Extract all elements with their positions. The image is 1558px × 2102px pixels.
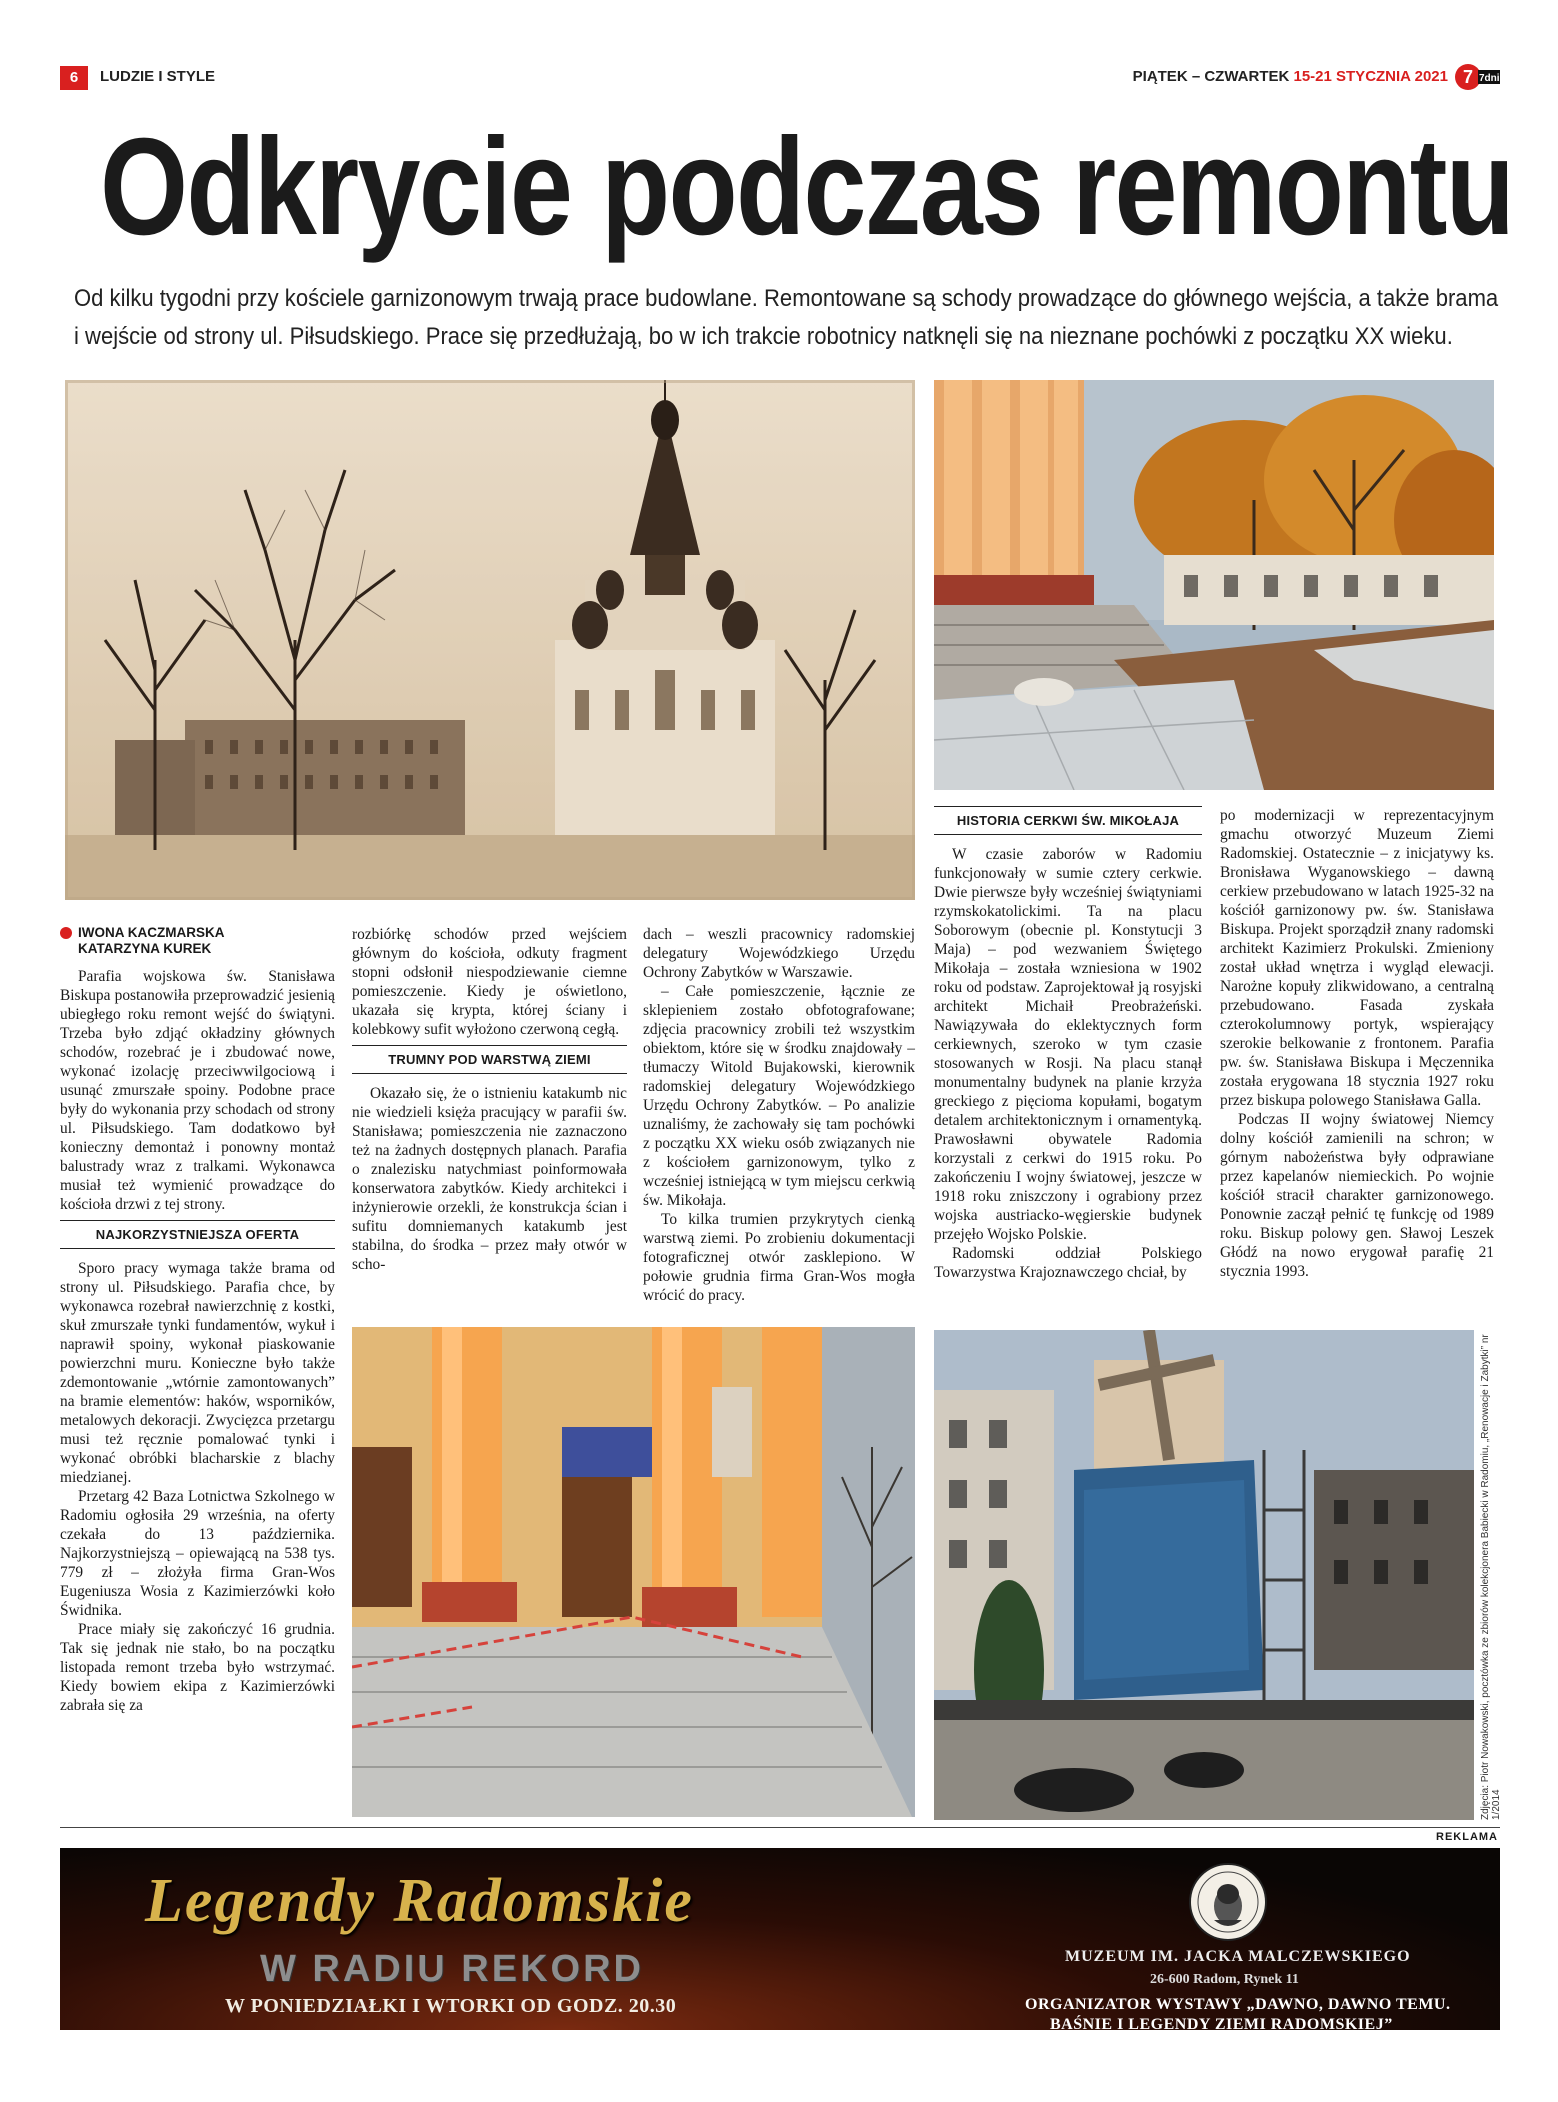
author-2: KATARZYNA KUREK bbox=[78, 941, 212, 956]
byline bbox=[60, 925, 335, 957]
photo-credit: Zdjęcia: Piotr Nowakowski, pocztówka ze zbiorów kolekcjonera Babiecki w Radomiu, „Renowacje i Zabytki” nr 1/2014 bbox=[1480, 1334, 1502, 1820]
paragraph: rozbiórkę schodów przed wejściem głównym do kościoła, odkuty fragment stopni odsłonił niespodziewanie ciemne pomieszczenie. Kiedy je oświetlono, ukazała się krypta, której ściany i kolebkowy sufit wyłożono czerwoną cegłą. bbox=[352, 926, 627, 1038]
author-1: IWONA KACZMARSKA bbox=[78, 925, 225, 940]
paragraph: W czasie zaborów w Radomiu funkcjonowały w sumie cztery cerkwie. Dwie pierwsze były wcześniej świątyniami rzymskokatolickimi. Ta na placu Soborowym (obecnie pl. Konstytucji 3 Maja) – pod wezwaniem Świętego Mikołaja – została wzniesiona w 1902 roku od podstaw. Zaprojektował ją rosyjski architekt Michaił Preobrażeński. Nawiązywała do eklektycznych form cerkiewnych, szeroko w tym czasie stosowanych w Rosji. Na placu stanął monumentalny budynek na planie krzyża greckiego z pięcioma kopułami, bogatym detalem architektonicznym i ornamentyką. Prawosławni obywatele Radomia korzystali z cerkwi do 1915 roku. Po zakończeniu I wojny światowej, jeszcze w 1918 roku zniszczony i ograbiony przez wojska austriacko-węgierskie budynek przejęło Wojsko Polskie. bbox=[934, 846, 1202, 1243]
newspaper-logo-icon bbox=[1454, 62, 1500, 92]
paragraph: Parafia wojskowa św. Stanisława Biskupa postanowiła przeprowadzić jesienią ubiegłego roku remont wejść do świątyni. Trzeba było zdjąć okładziny głównych schodów, rozebrać je i zbudować nowe, wykonać izolację przeciwwilgociową i usunąć zmurszałe spoiny. Podobne prace były do wykonania przy schodach od strony ul. Piłsudskiego. Tam dodatkowo był konieczny demontaż i ponowny montaż balustrady wraz z tralkami. Wykonawca musiał też wymienić prowadzące do kościoła drzwi z tej strony. bbox=[60, 968, 335, 1213]
issue-date bbox=[1133, 68, 1448, 85]
advert-radio: W RADIU REKORD bbox=[260, 1948, 644, 1990]
article-column-2 bbox=[352, 925, 627, 1274]
organizer-line-2: BAŚNIE I LEGENDY ZIEMI RADOMSKIEJ” bbox=[1050, 2016, 1393, 2030]
organizer-line-1: ORGANIZATOR WYSTAWY „DAWNO, DAWNO TEMU. bbox=[1025, 1996, 1451, 2013]
church-entrance-photo bbox=[352, 1327, 915, 1817]
advert-title: Legendy Radomskie bbox=[145, 1867, 694, 1935]
subheading-history: HISTORIA CERKWI ŚW. MIKOŁAJA bbox=[934, 806, 1202, 835]
historic-church-photo bbox=[65, 380, 915, 900]
page-header bbox=[60, 62, 1500, 92]
subheading-coffins: TRUMNY POD WARSTWĄ ZIEMI bbox=[352, 1045, 627, 1074]
paragraph: Podczas II wojny światowej Niemcy dolny kościół zamienili na schron; w górnym nabożeństwa były odprawiane przez kapelanów niemieckich. Po wojnie kościół stracił charakter garnizonowego. Ponownie zaczął pełnić tę funkcję od 1989 roku. Biskup polowy gen. Sławoj Leszek Głódź na nowo erygował parafię 21 stycznia 1993. bbox=[1220, 1111, 1494, 1280]
paragraph: Radomski oddział Polskiego Towarzystwa Krajoznawczego chciał, by bbox=[934, 1245, 1202, 1281]
article-column-5 bbox=[1220, 806, 1494, 1281]
article-lead: Od kilku tygodni przy kościele garnizonowym trwają prace budowlane. Remontowane są schody prowadzące do głównego wejścia, a także brama i wejście od strony ul. Piłsudskiego. Prace się przedłużają, bo w ich trakcie robotnicy natknęli się na nieznane pochówki z początku XX wieku. bbox=[74, 285, 1499, 350]
byline-bullet-icon bbox=[60, 927, 72, 939]
paragraph: Sporo pracy wymaga także brama od strony ul. Piłsudskiego. Parafia chce, by wykonawca rozebrał nawierzchnię z kostki, skuł zmurszałe tynki fundamentów, wykuł i naprawił spoiny, wykonał piaskowanie powierzchni muru. Konieczne było także zdemontowanie „wtórnie zamontowanych” na bramie elementów: haków, wsporników, metalowych dekoracji. Zwycięzca przetargu musi też ręcznie pomalować tynki i wykonać obróbki blacharskie z blachy miedzianej. bbox=[60, 1260, 335, 1486]
advert-separator bbox=[60, 1827, 1500, 1828]
section-label: LUDZIE I STYLE bbox=[100, 68, 216, 85]
article-column-1 bbox=[60, 925, 335, 1715]
museum-name: MUZEUM IM. JACKA MALCZEWSKIEGO bbox=[1065, 1948, 1411, 1965]
svg-text:7: 7 bbox=[1463, 67, 1474, 87]
subheading-best-offer: NAJKORZYSTNIEJSZA OFERTA bbox=[60, 1220, 335, 1249]
church-scaffolding-photo bbox=[934, 1330, 1474, 1820]
paragraph: po modernizacji w reprezentacyjnym gmachu otworzyć Muzeum Ziemi Radomskiej. Ostatecznie – z inicjatywy ks. Bronisława Wyganowskiego – dawną cerkiew przebudowano w latach 1925-32 na kościół garnizonowy pw. św. Stanisława Biskupa. Projekt sporządził znany radomski architekt Kazimierz Prokulski. Zmieniony został układ wnętrza i wygląd elewacji. Narożne kopuły zlikwidowano, a centralną przebudowano. Fasada zyskała czterokolumnowy portyk, wspierający szerokie belkowanie z frontonem. Parafia pw. św. Stanisława Biskupa i Męczennika została erygowana 18 stycznia 1927 roku przez biskupa polowego Stanisława Galla. bbox=[1220, 807, 1494, 1109]
church-steps-renovation-photo bbox=[934, 380, 1494, 790]
advertisement-banner[interactable] bbox=[60, 1848, 1500, 2030]
advert-schedule: W PONIEDZIAŁKI I WTORKI OD GODZ. 20.30 bbox=[225, 1995, 677, 2017]
article-column-3 bbox=[643, 925, 915, 1305]
logo-text: 7dni bbox=[1479, 73, 1500, 84]
paragraph: Prace miały się zakończyć 16 grudnia. Tak się jednak nie stało, bo na początku listopada remont trzeba było wstrzymać. Kiedy bowiem ekipa z Kazimierzówki zabrała się za bbox=[60, 1621, 335, 1714]
article-headline: Odkrycie podczas remontu bbox=[100, 110, 1514, 264]
advert-label: REKLAMA bbox=[1436, 1831, 1498, 1843]
date-prefix: PIĄTEK – CZWARTEK bbox=[1132, 68, 1294, 85]
paragraph: dach – weszli pracownicy radomskiej delegatury Wojewódzkiego Urzędu Ochrony Zabytków w Warszawie. bbox=[643, 926, 915, 981]
paragraph: Przetarg 42 Baza Lotnictwa Szkolnego w Radomiu ogłosiła 29 września, na oferty czekała do 13 października. Najkorzystniejszą – opiewającą na 538 tys. 779 zł – złożyła firma Gran-Wos Eugeniusza Wosia z Kazimierzówki koło Świdnika. bbox=[60, 1488, 335, 1619]
museum-badge-icon bbox=[1180, 1860, 1276, 1944]
paragraph: Okazało się, że o istnieniu katakumb nic nie wiedzieli księża pracujący w parafii św. Stanisława; pomieszczenia nie zaznaczono też na żadnych dostępnych planach. Parafia o znalezisku natychmiast poinformowała konserwatora zabytków. Kiedy architekci i inżynierowie orzekli, że konstrukcja ścian i sufitu domniemanych katakumb jest stabilna, do środka – przez mały otwór w scho- bbox=[352, 1085, 627, 1273]
page-number: 6 bbox=[60, 66, 88, 90]
museum-address: 26-600 Radom, Rynek 11 bbox=[1150, 1972, 1299, 1987]
date-range: 15-21 STYCZNIA 2021 bbox=[1293, 68, 1448, 85]
paragraph: To kilka trumien przykrytych cienką warstwą ziemi. Po zrobieniu dokumentacji fotograficznej otwór zasklepiono. W połowie grudnia firma Gran-Wos mogła wrócić do pracy. bbox=[643, 1211, 915, 1304]
article-column-4 bbox=[934, 806, 1202, 1282]
paragraph: – Całe pomieszczenie, łącznie ze sklepieniem zostało obfotografowane; zdjęcia pracownicy zrobili też wszystkim obiektom, które się w środku znajdowały – tłumaczy Witold Bujakowski, kierownik radomskiej delegatury Wojewódzkiego Urzędu Ochrony Zabytków. – Po analizie uznaliśmy, że zachowały się tam pochówki z początku XX wieku osób związanych nie z kościołem garnizonowym, tylko z wcześniej istniejącą w tym miejscu cerkwią św. Mikołaja. bbox=[643, 983, 915, 1209]
